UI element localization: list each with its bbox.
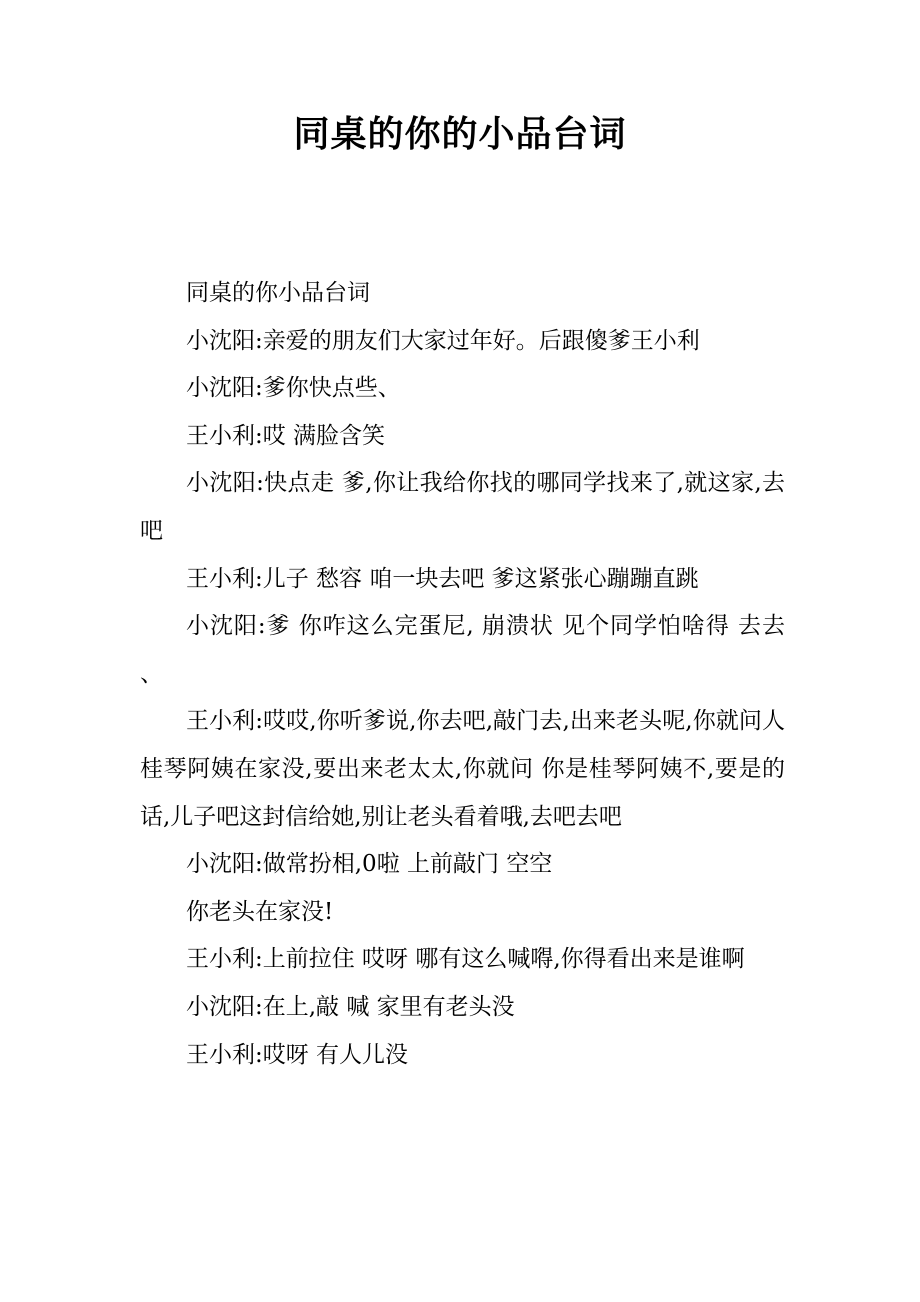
paragraph: 小沈阳:爹 你咋这么完蛋尼, 崩溃状 见个同学怕啥得 去去 、	[140, 613, 785, 687]
paragraph: 同桌的你小品台词	[186, 280, 370, 306]
paragraph: 你老头在家没!	[186, 898, 334, 925]
paragraph: 王小利:哎呀 有人儿没	[186, 1041, 409, 1068]
paragraph: 小沈阳:爹你快点些、	[186, 375, 401, 402]
document-body	[140, 270, 785, 1079]
paragraph: 小沈阳:在上,敲 喊 家里有老头没	[186, 993, 515, 1020]
paragraph: 王小利:哎哎,你听爹说,你去吧,敲门去,出来老头呢,你就问人桂琴阿姨在家没,要出来老太太,你就问 你是桂琴阿姨不,要是的话,儿子吧这封信给她,别让老头看着哦,去吧去吧	[140, 708, 785, 830]
paragraph: 小沈阳:做常扮相,0啦 上前敲门 空空	[186, 851, 553, 878]
paragraph: 小沈阳:亲爱的朋友们大家过年好。后跟傻爹王小利	[186, 327, 700, 354]
paragraph: 王小利:哎 满脸含笑	[186, 422, 386, 449]
paragraph: 小沈阳:快点走 爹,你让我给你找的哪同学找来了,就这家,去吧	[140, 470, 785, 544]
paragraph: 王小利:儿子 愁容 咱一块去吧 爹这紧张心蹦蹦直跳	[186, 565, 699, 592]
document-title: 同桌的你的小品台词	[293, 113, 627, 155]
paragraph: 王小利:上前拉住 哎呀 哪有这么喊嘚,你得看出来是谁啊	[186, 946, 745, 973]
